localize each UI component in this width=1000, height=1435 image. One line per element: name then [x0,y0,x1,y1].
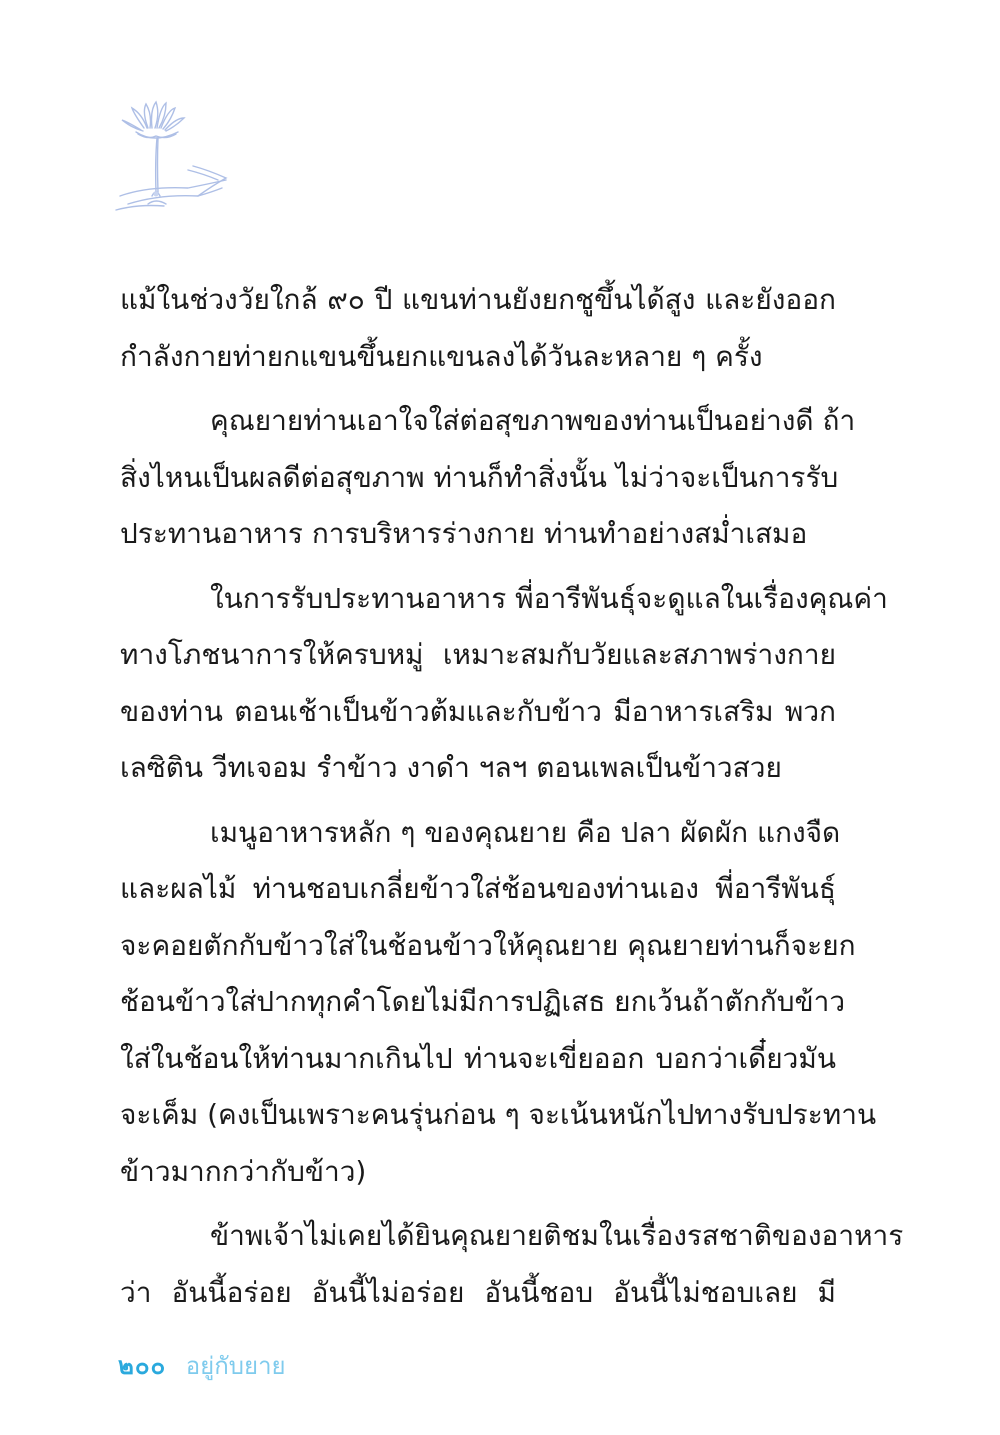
text-line: สิ่งไหนเป็นผลดีต่อสุขภาพ ท่านก็ทำสิ่งนั้น ไม่ว่าจะเป็นการรับ [120,460,839,494]
text-line: ข้าพเจ้าไม่เคยได้ยินคุณยายติชมในเรื่องรสชาติของอาหาร [210,1219,904,1252]
text-line: จะเค็ม (คงเป็นเพราะคนรุ่นก่อน ๆ จะเน้นหนักไปทางรับประทาน [120,1098,877,1131]
text-line: ประทานอาหาร การบริหารร่างกาย ท่านทำอย่างสม่ำเสมอ [120,517,808,550]
text-line: คุณยายท่านเอาใจใส่ต่อสุขภาพของท่านเป็นอย่างดี ถ้า [210,404,856,437]
text-line: เมนูอาหารหลัก ๆ ของคุณยาย คือ ปลา ผัดผัก แกงจืด [210,815,841,849]
text-line: ช้อนข้าวใส่ปากทุกคำโดยไม่มีการปฏิเสธ ยกเว้นถ้าตักกับข้าว [120,985,846,1018]
text-line: และผลไม้ ท่านชอบเกลี่ยข้าวใส่ช้อนของท่านเอง พี่อารีพันธุ์ [120,872,836,905]
text-line: ของท่าน ตอนเช้าเป็นข้าวต้มและกับข้าว มีอาหารเสริม พวก [120,694,836,728]
lotus-tree-icon [108,100,233,215]
page-footer [118,1350,286,1382]
text-line: ว่า อันนี้อร่อย อันนี้ไม่อร่อย อันนี้ชอบ อันนี้ไม่ชอบเลย มี [120,1275,836,1309]
text-line: ในการรับประทานอาหาร พี่อารีพันธุ์จะดูแลในเรื่องคุณค่า [210,581,888,615]
text-line: กำลังกายท่ายกแขนขึ้นยกแขนลงได้วันละหลาย ๆ ครั้ง [120,339,763,373]
text-line: จะคอยตักกับข้าวใส่ในช้อนข้าวให้คุณยาย คุณยายท่านก็จะยก [120,928,856,962]
page-number: ๒๐๐ [118,1352,167,1380]
text-line: ทางโภชนาการให้ครบหมู่ เหมาะสมกับวัยและสภาพร่างกาย [120,638,836,671]
text-line: แม้ในช่วงวัยใกล้ ๙๐ ปี แขนท่านยังยกชูขึ้นได้สูง และยังออก [120,283,836,316]
paragraph [120,272,836,385]
paragraph [120,571,888,797]
text-line: ข้าวมากกว่ากับข้าว) [120,1154,367,1188]
paragraph [120,393,856,563]
book-title: อยู่กับยาย [185,1352,286,1380]
paragraph [120,805,877,1201]
text-line: ใส่ในช้อนให้ท่านมากเกินไป ท่านจะเขี่ยออก บอกว่าเดี๋ยวมัน [120,1041,836,1075]
body-text [120,272,904,1325]
text-line: เลซิติน วีทเจอม รำข้าว งาดำ ฯลฯ ตอนเพลเป็นข้าวสวย [120,751,782,784]
paragraph [120,1208,904,1321]
